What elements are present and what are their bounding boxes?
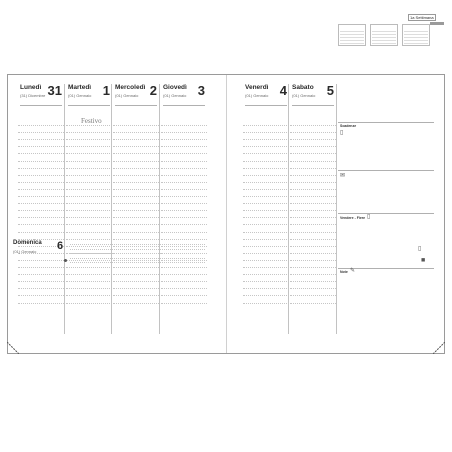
hour-row <box>161 224 207 225</box>
day-number: 4 <box>279 83 287 98</box>
hour-row <box>18 153 64 154</box>
hour-row <box>66 224 112 225</box>
hour-row <box>243 203 289 204</box>
hour-row <box>113 260 159 261</box>
hour-row <box>243 253 289 254</box>
hour-row <box>18 132 64 133</box>
hour-row <box>113 239 159 240</box>
hour-row <box>18 196 64 197</box>
hour-row <box>66 182 112 183</box>
section-divider-3 <box>338 213 434 214</box>
column-divider <box>111 84 112 334</box>
hour-row <box>161 125 207 126</box>
day-name: Venerdì <box>245 84 269 91</box>
hour-row <box>290 161 336 162</box>
spine <box>226 75 227 353</box>
hour-row <box>290 267 336 268</box>
hour-row <box>290 217 336 218</box>
hour-row <box>243 210 289 211</box>
hour-row <box>113 267 159 268</box>
hour-row <box>18 139 64 140</box>
hour-row <box>290 175 336 176</box>
hour-row <box>243 267 289 268</box>
mail-icon: ✉ <box>340 173 346 179</box>
hour-row <box>290 239 336 240</box>
hour-row <box>290 303 336 304</box>
hour-row <box>161 139 207 140</box>
hour-row <box>243 260 289 261</box>
hour-row <box>290 288 336 289</box>
hour-row <box>161 232 207 233</box>
hour-row <box>161 182 207 183</box>
hour-row <box>290 281 336 282</box>
hour-row <box>66 168 112 169</box>
mini-calendar-dec <box>338 24 366 46</box>
hour-row <box>18 295 64 296</box>
hour-row <box>161 267 207 268</box>
hour-row <box>113 196 159 197</box>
hour-row <box>243 295 289 296</box>
device-icon: ▯ <box>418 246 422 252</box>
hour-row <box>18 224 64 225</box>
day-date: (31) Dicembre <box>20 93 46 98</box>
phone-icon: ▯ <box>340 130 344 136</box>
hour-row <box>290 260 336 261</box>
hour-row <box>290 246 336 247</box>
day-name: Lunedì <box>20 84 42 91</box>
hour-row <box>113 274 159 275</box>
hour-row <box>66 239 112 240</box>
hour-row <box>243 125 289 126</box>
hour-row <box>113 182 159 183</box>
hour-row <box>243 168 289 169</box>
hour-row <box>113 139 159 140</box>
hour-row <box>18 281 64 282</box>
hour-row <box>113 224 159 225</box>
day-header-line <box>20 105 62 106</box>
day-header-line <box>163 105 205 106</box>
day-name: Sabato <box>292 84 314 91</box>
sunday-sub: (01) Gennaio <box>13 249 37 254</box>
hour-row <box>113 168 159 169</box>
day-name: Giovedì <box>163 84 187 91</box>
hour-row <box>18 125 64 126</box>
hour-row <box>161 303 207 304</box>
hour-row <box>290 295 336 296</box>
week-number-box: 1a Settimana <box>410 15 434 20</box>
hour-row <box>161 295 207 296</box>
column-divider <box>159 84 160 334</box>
hour-row <box>243 288 289 289</box>
hour-row <box>18 210 64 211</box>
day-date: (01) Gennaio <box>68 93 92 98</box>
hour-row <box>243 281 289 282</box>
hour-row <box>66 281 112 282</box>
hour-row <box>66 153 112 154</box>
hour-row <box>113 232 159 233</box>
hour-row <box>66 132 112 133</box>
hour-row <box>290 153 336 154</box>
sunday-row <box>70 249 205 250</box>
hour-row <box>66 139 112 140</box>
hour-row <box>161 260 207 261</box>
hour-row <box>243 232 289 233</box>
column-divider <box>64 84 65 334</box>
hour-row <box>243 146 289 147</box>
hour-row <box>113 161 159 162</box>
hour-row <box>66 196 112 197</box>
hour-row <box>18 288 64 289</box>
hour-row <box>66 232 112 233</box>
hour-row <box>290 168 336 169</box>
day-number: 5 <box>326 83 334 98</box>
note-icon: ▯ <box>367 214 371 220</box>
hour-row <box>18 303 64 304</box>
hour-row <box>290 146 336 147</box>
hour-row <box>161 239 207 240</box>
hour-row <box>66 175 112 176</box>
sunday-row <box>70 258 205 259</box>
hour-row <box>66 210 112 211</box>
day-number: 3 <box>197 83 205 98</box>
hour-row <box>290 182 336 183</box>
hour-row <box>113 303 159 304</box>
mini-calendar-jan <box>370 24 398 46</box>
logo-icon: ■ <box>421 257 426 264</box>
hour-row <box>18 189 64 190</box>
sunday-number: 6 <box>57 240 64 252</box>
day-name: Mercoledì <box>115 84 146 91</box>
hour-row <box>113 217 159 218</box>
corner-left-mark <box>7 342 19 354</box>
column-divider <box>288 84 289 334</box>
hour-row <box>18 175 64 176</box>
hour-row <box>18 182 64 183</box>
hour-row <box>113 146 159 147</box>
hour-row <box>18 168 64 169</box>
day-header-line <box>292 105 334 106</box>
hour-row <box>66 267 112 268</box>
hour-row <box>161 161 207 162</box>
hour-row <box>113 295 159 296</box>
hour-row <box>18 232 64 233</box>
hour-row <box>113 125 159 126</box>
hour-row <box>290 210 336 211</box>
day-number: 1 <box>102 83 110 98</box>
day-number: 2 <box>149 83 157 98</box>
hour-row <box>113 175 159 176</box>
hour-row <box>66 288 112 289</box>
hour-row <box>243 153 289 154</box>
festivo-label: Festivo <box>81 117 102 125</box>
hour-row <box>113 288 159 289</box>
hour-row <box>243 217 289 218</box>
hour-row <box>290 189 336 190</box>
hour-row <box>113 132 159 133</box>
sunday-row <box>70 262 205 263</box>
sunday-block <box>13 240 63 270</box>
hour-row <box>243 132 289 133</box>
hour-row <box>243 161 289 162</box>
hour-row <box>113 203 159 204</box>
day-date: (01) Gennaio <box>245 93 269 98</box>
hour-row <box>113 210 159 211</box>
day-date: (01) Gennaio <box>292 93 316 98</box>
hour-row <box>113 246 159 247</box>
hour-row <box>161 189 207 190</box>
hour-row <box>66 125 112 126</box>
hour-row <box>66 189 112 190</box>
hour-row <box>243 274 289 275</box>
sunday-dot <box>64 259 67 262</box>
hour-row <box>66 295 112 296</box>
day-header-line <box>68 105 110 106</box>
hour-row <box>18 217 64 218</box>
hour-row <box>243 139 289 140</box>
hour-row <box>161 153 207 154</box>
hour-row <box>290 125 336 126</box>
hour-row <box>290 132 336 133</box>
hour-row <box>66 146 112 147</box>
hour-row <box>161 175 207 176</box>
hour-row <box>113 153 159 154</box>
hour-row <box>243 246 289 247</box>
hour-row <box>66 217 112 218</box>
day-number: 31 <box>47 83 62 98</box>
sunday-row <box>70 244 205 245</box>
hour-row <box>66 260 112 261</box>
sunday-name: Domenica <box>13 240 42 246</box>
hour-row <box>113 189 159 190</box>
hour-row <box>161 132 207 133</box>
hour-row <box>66 246 112 247</box>
hour-row <box>18 203 64 204</box>
hour-row <box>243 189 289 190</box>
hour-row <box>243 175 289 176</box>
vendere-label: Vendere - Fiere <box>340 216 366 220</box>
hour-row <box>290 203 336 204</box>
hour-row <box>243 239 289 240</box>
hour-row <box>243 182 289 183</box>
hour-row <box>290 232 336 233</box>
hour-row <box>161 281 207 282</box>
hour-row <box>243 224 289 225</box>
sunday-row <box>70 253 205 254</box>
hour-row <box>161 210 207 211</box>
hour-row <box>290 196 336 197</box>
day-header-line <box>245 105 287 106</box>
hour-row <box>66 161 112 162</box>
hour-row <box>18 146 64 147</box>
hour-row <box>66 274 112 275</box>
section-divider-1 <box>338 122 434 123</box>
hour-row <box>290 274 336 275</box>
hour-row <box>243 196 289 197</box>
column-divider <box>336 84 337 334</box>
scadenze-label: Scadenze <box>340 124 357 128</box>
section-divider-2 <box>338 170 434 171</box>
day-date: (01) Gennaio <box>163 93 187 98</box>
hour-row <box>290 253 336 254</box>
hour-row <box>290 139 336 140</box>
hour-row <box>161 168 207 169</box>
hour-row <box>161 203 207 204</box>
pencil-icon: ✎ <box>350 268 356 274</box>
hour-row <box>66 203 112 204</box>
hour-row <box>66 303 112 304</box>
day-name: Martedì <box>68 84 92 91</box>
hour-row <box>290 224 336 225</box>
hour-row <box>161 217 207 218</box>
hour-row <box>18 161 64 162</box>
hour-row <box>161 146 207 147</box>
hour-row <box>243 303 289 304</box>
planner-spread <box>7 74 445 354</box>
day-header-line <box>115 105 157 106</box>
hour-row <box>161 274 207 275</box>
hour-row <box>161 288 207 289</box>
hour-row <box>161 196 207 197</box>
corner-right-mark <box>433 342 445 354</box>
day-date: (01) Gennaio <box>115 93 139 98</box>
hour-row <box>161 246 207 247</box>
hour-row <box>18 274 64 275</box>
mini-calendar-feb <box>402 24 430 46</box>
notes-label: Note <box>340 270 348 274</box>
hour-row <box>113 281 159 282</box>
